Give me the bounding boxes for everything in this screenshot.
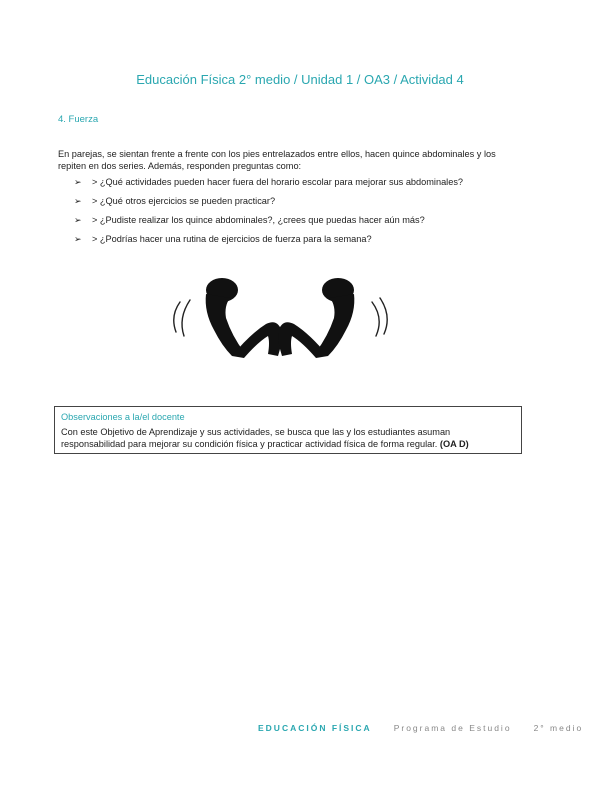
motion-lines-right-icon <box>372 298 387 336</box>
question-list <box>74 177 463 253</box>
observations-body: Con este Objetivo de Aprendizaje y sus actividades, se busca que las y los estudiantes asuman responsabilidad para mejorar su condición física y practicar actividad física de forma regular. <box>61 427 451 449</box>
arrow-bullet-icon: ➢ <box>74 215 82 225</box>
question-text: > ¿Pudiste realizar los quince abdominales?, ¿crees que puedas hacer aún más? <box>92 215 425 225</box>
teacher-observations-box <box>54 406 522 454</box>
footer-program: Programa de Estudio <box>393 723 512 733</box>
footer-brand: EDUCACIÓN FÍSICA <box>258 723 372 733</box>
question-text: > ¿Qué otros ejercicios se pueden practicar? <box>92 196 276 206</box>
arrow-bullet-icon: ➢ <box>74 177 82 187</box>
right-person-icon <box>278 278 354 358</box>
intro-paragraph: En parejas, se sientan frente a frente con los pies entrelazados entre ellos, hacen quince abdominales y los repiten en dos series. Además, responden preguntas como: <box>58 149 496 171</box>
list-item <box>74 196 463 215</box>
page-footer <box>258 723 583 733</box>
observations-text <box>61 426 515 450</box>
list-item <box>74 234 463 253</box>
left-person-icon <box>206 278 282 358</box>
observations-reference: (OA D) <box>439 439 469 449</box>
page-title: Educación Física 2° medio / Unidad 1 / OA3 / Actividad 4 <box>136 72 464 87</box>
motion-lines-left-icon <box>174 300 190 336</box>
section-heading: 4. Fuerza <box>58 114 99 125</box>
list-item <box>74 177 463 196</box>
footer-grade: 2° medio <box>533 723 584 733</box>
partner-situps-illustration <box>170 272 390 364</box>
list-item <box>74 215 463 234</box>
question-text: > ¿Qué actividades pueden hacer fuera del horario escolar para mejorar sus abdominales? <box>92 177 464 187</box>
arrow-bullet-icon: ➢ <box>74 196 82 206</box>
observations-title: Observaciones a la/el docente <box>61 412 185 422</box>
arrow-bullet-icon: ➢ <box>74 234 82 244</box>
question-text: > ¿Podrías hacer una rutina de ejercicios de fuerza para la semana? <box>92 234 372 244</box>
